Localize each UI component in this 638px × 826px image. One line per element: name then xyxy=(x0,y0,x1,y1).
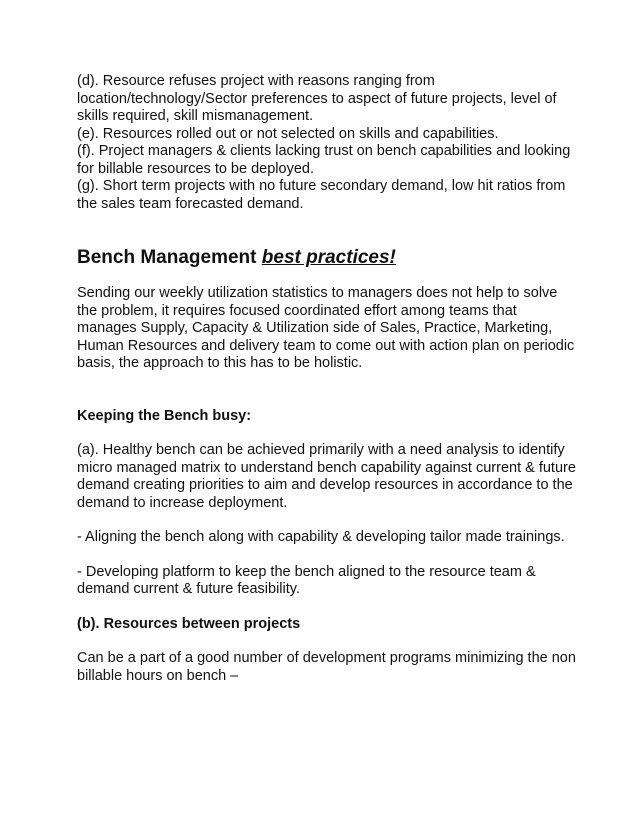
list-item-f: (f). Project managers & clients lacking trust on bench capabilities and looking for billable resources to be deployed. xyxy=(77,143,571,177)
intro-list xyxy=(77,73,577,213)
subheading-keeping-bench-busy: Keeping the Bench busy: xyxy=(77,407,252,424)
intro-paragraph: Sending our weekly utilization statistics to managers does not help to solve the problem, it requires focused coordinated effort among teams that manages Supply, Capacity & Utilization side of Sales, Practice, Marketing, Human Resources and delivery team to come out with action plan on periodic basis, the approach to this has to be holistic. xyxy=(77,285,575,371)
heading-emphasis: best practices! xyxy=(261,247,396,268)
list-item-d: (d). Resource refuses project with reasons ranging from location/technology/Sector preferences to aspect of future projects, level of skills required, skill mismanagement. xyxy=(77,73,557,124)
paragraph-item-a: (a). Healthy bench can be achieved primarily with a need analysis to identify micro managed matrix to understand bench capability against current & future demand creating priorities to aim and develop resources in accordance to the demand to increase deployment. xyxy=(77,442,576,511)
document-page xyxy=(77,73,577,685)
list-item-g: (g). Short term projects with no future secondary demand, low hit ratios from the sales team forecasted demand. xyxy=(77,178,566,212)
section-heading xyxy=(77,246,577,270)
bullet-developing-platform: - Developing platform to keep the bench aligned to the resource team & demand current & future feasibility. xyxy=(77,563,536,597)
bullet-aligning-bench: - Aligning the bench along with capability & developing tailor made trainings. xyxy=(77,529,565,545)
heading-main: Bench Management xyxy=(77,247,262,268)
subheading-resources-between-projects: (b). Resources between projects xyxy=(77,615,301,632)
list-item-e: (e). Resources rolled out or not selected on skills and capabilities. xyxy=(77,125,499,142)
paragraph-development-programs: Can be a part of a good number of development programs minimizing the non billable hours on bench – xyxy=(77,650,576,684)
